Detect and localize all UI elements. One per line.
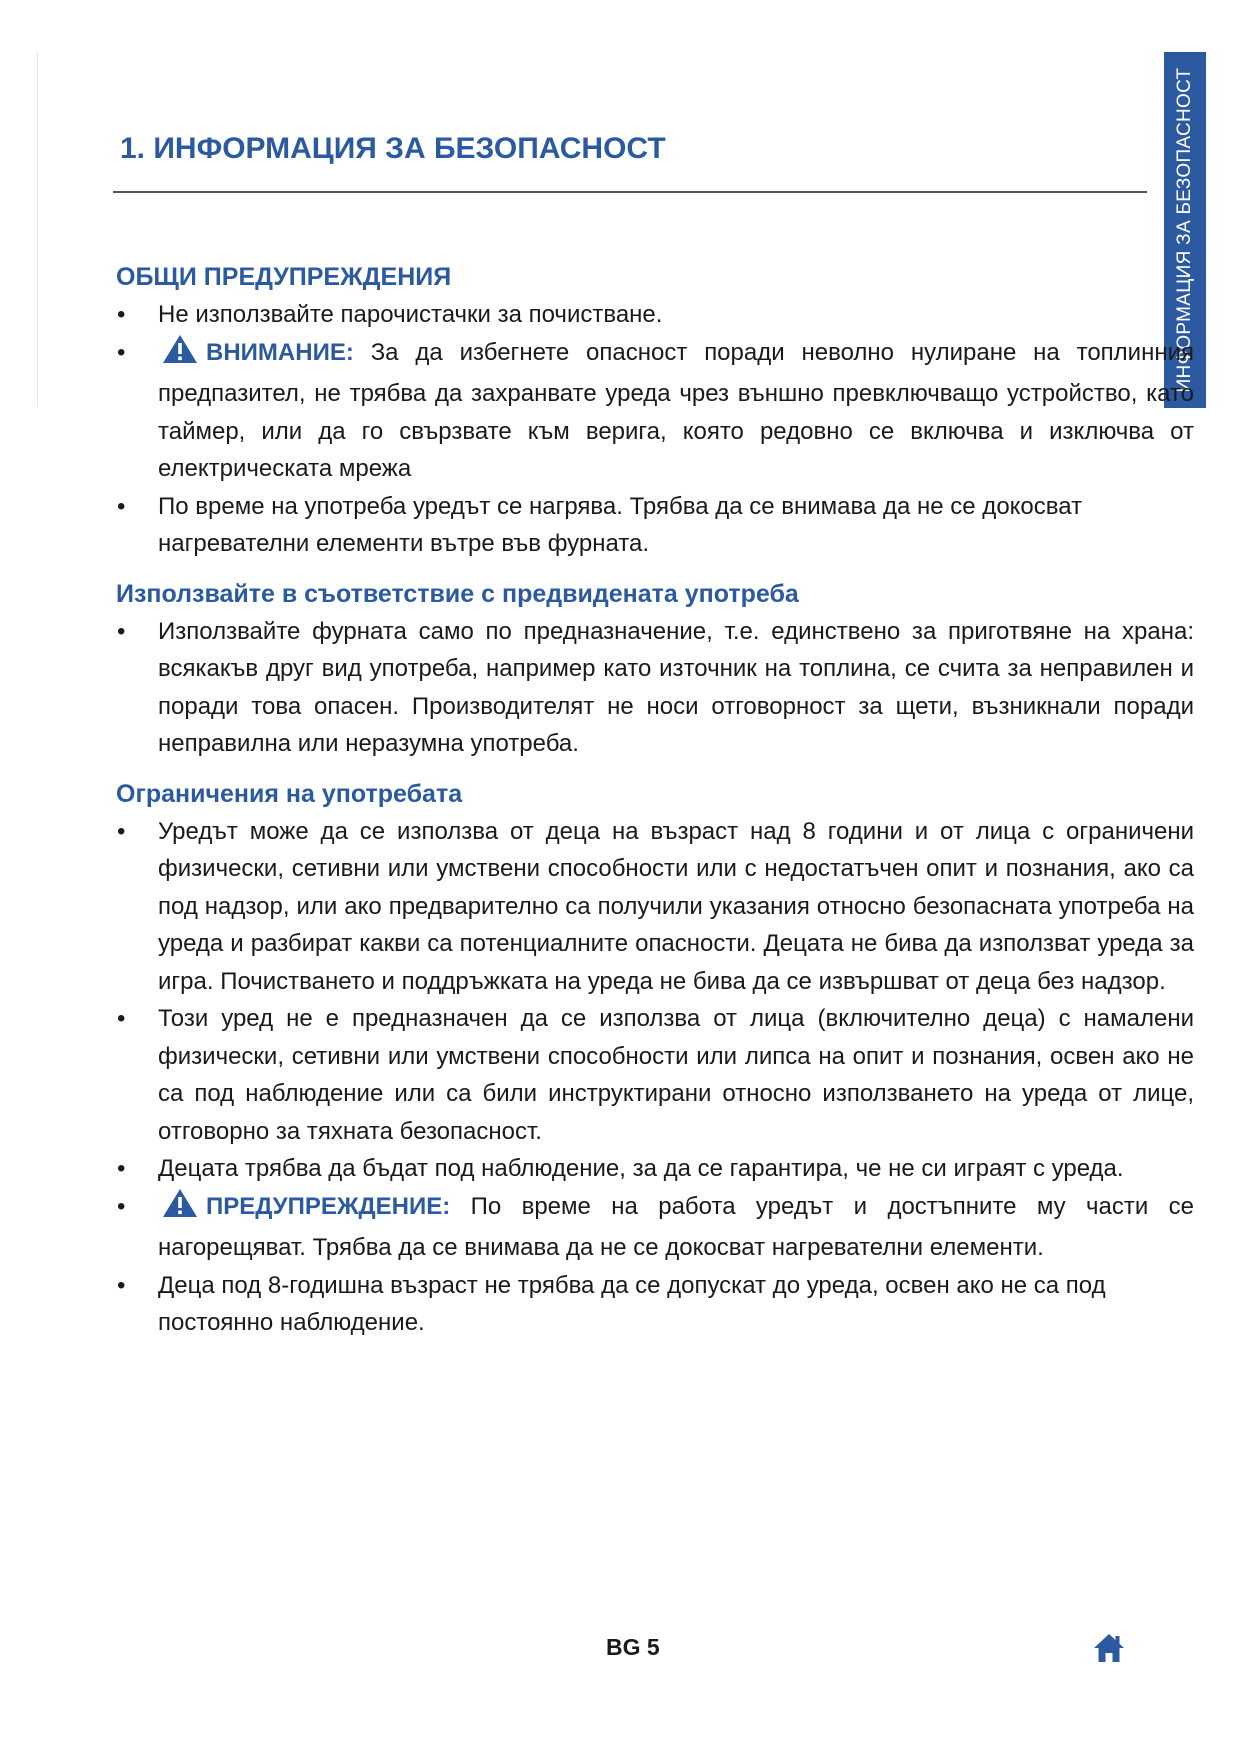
title-divider (113, 191, 1147, 193)
page-number: BG 5 (606, 1634, 660, 1660)
list-item (116, 296, 1194, 334)
bullet-icon: • (117, 1155, 126, 1182)
list-item (116, 488, 1194, 563)
list-item (116, 1267, 1194, 1342)
list-item (116, 613, 1194, 763)
bullet-icon: • (117, 338, 126, 366)
section-title-general-warnings: ОБЩИ ПРЕДУПРЕЖДЕНИЯ (116, 263, 452, 291)
bullet-list (116, 813, 1194, 1342)
list-item-text: По време на работа уредът и достъпните му части се нагорещяват. Трябва да се внимава да не се докосват нагревателни елементи. (158, 1192, 1194, 1261)
bullet-icon: • (117, 492, 126, 520)
warning-keyword: ПРЕДУПРЕЖДЕНИЕ: (206, 1192, 451, 1220)
section-title-intended-use: Използвайте в съответствие с предвидената употреба (116, 579, 799, 608)
list-item-text: Уредът може да се използва от деца на възраст над 8 години и от лица с ограничени физически, сетивни или умствени способности или с недостатъчен опит и познания, ако са под надзор, или ако предварително са получили указания относно безопасната употреба на уреда и разбират какви са потенциалните опасности. Децата не бива да използват уреда за игра. Почистването и поддръжката на уреда не бива да се извършват от деца без надзор. (158, 817, 1194, 995)
bullet-icon: • (117, 1271, 126, 1299)
list-item-text: Децата трябва да бъдат под наблюдение, за да се гарантира, че не си играят с уреда. (158, 1155, 1124, 1182)
list-item (116, 1000, 1194, 1150)
list-item-text: Използвайте фурната само по предназначение, т.е. единствено за приготвяне на храна: всякакъв друг вид употреба, например като източник на топлина, се счита за неправилен и поради това опасен. Производителят не носи отговорност за щети, възникнали поради неправилна или неразумна употреба. (158, 617, 1194, 757)
list-item (116, 813, 1194, 1001)
warning-triangle-icon (162, 1188, 198, 1230)
bullet-icon: • (117, 301, 126, 328)
left-margin-rule (37, 52, 38, 407)
list-item (116, 1188, 1194, 1267)
list-item-text: По време на употреба уредът се нагрява. Трябва да се внимава да не се докосват нагревателни елементи вътре във фурната. (158, 492, 1083, 557)
bullet-list (116, 613, 1194, 763)
bullet-icon: • (117, 617, 126, 645)
list-item (116, 334, 1194, 488)
bullet-icon: • (117, 1192, 126, 1220)
warning-keyword: ВНИМАНИЕ: (206, 338, 354, 366)
warning-triangle-icon (162, 334, 198, 376)
bullet-icon: • (117, 817, 126, 845)
page-title: 1. ИНФОРМАЦИЯ ЗА БЕЗОПАСНОСТ (120, 132, 666, 165)
list-item (116, 1150, 1194, 1188)
list-item-text: Деца под 8-годишна възраст не трябва да се допускат до уреда, освен ако не са под постоянно наблюдение. (158, 1271, 1106, 1336)
list-item-text: За да избегнете опасност поради неволно нулиране на топлинния предпазител, не трябва да захранвате уреда чрез външно превключващо устройство, като таймер, или да го свързвате към верига, която редовно се включва и изключва от електрическата мрежа (158, 338, 1194, 482)
side-tab-label: ИНФОРМАЦИЯ ЗА БЕЗОПАСНОСТ (1174, 67, 1195, 393)
main-content (116, 260, 1194, 1342)
section-title-usage-limitations: Ограничения на употребата (116, 779, 463, 808)
list-item-text: Не използвайте парочистачки за почистване. (158, 301, 663, 328)
list-item-text: Този уред не е предназначен да се използва от лица (включително деца) с намалени физически, сетивни или умствени способности или липса на опит и познания, освен ако не са под наблюдение или са били инструктирани относно използването на уреда от лице, отговорно за тяхната безопасност. (158, 1005, 1194, 1145)
bullet-icon: • (117, 1005, 126, 1032)
bullet-list (116, 296, 1194, 563)
home-icon[interactable] (1092, 1632, 1126, 1669)
